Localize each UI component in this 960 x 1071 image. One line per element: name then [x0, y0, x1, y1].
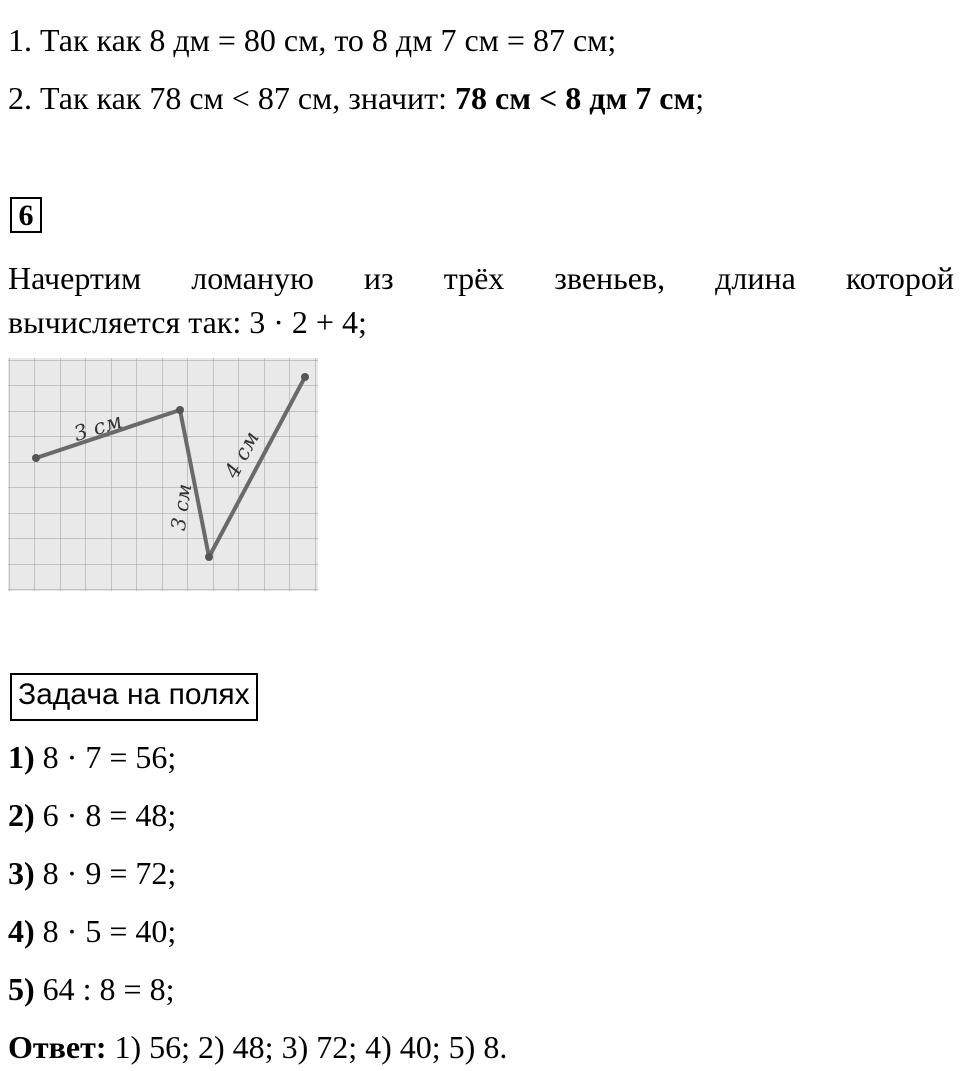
intro-line-1: 1. Так как 8 дм = 80 см, то 8 дм 7 см = 87 см;: [8, 22, 617, 58]
intro-line-2-conclusion: 78 см < 8 дм 7 см: [455, 80, 696, 116]
intro-line-2: [8, 78, 704, 118]
intro-line-2-text: 2. Так как 78 см < 87 см, значит:: [8, 80, 456, 116]
margin-task-step-4: [8, 911, 176, 951]
margin-task-step-1: [8, 737, 176, 777]
step-number: 4): [8, 913, 35, 949]
step-expression: 64 : 8 = 8;: [34, 971, 175, 1007]
vertex-point: [301, 373, 309, 381]
margin-task-step-2: [8, 795, 176, 835]
step-number: 1): [8, 739, 35, 775]
segment-2-label: 3 см: [165, 482, 197, 532]
step-number: 5): [8, 971, 35, 1007]
step-number: 2): [8, 797, 35, 833]
step-expression: 8 · 7 = 56;: [34, 739, 177, 775]
margin-task-step-5: [8, 969, 174, 1009]
vertex-point: [205, 553, 213, 561]
intro-line-2-end: ;: [695, 80, 705, 116]
vertex-point: [176, 406, 184, 414]
step-expression: 8 · 5 = 40;: [34, 913, 177, 949]
task-text-line-2: вычисляется так: 3 · 2 + 4;: [8, 304, 367, 340]
task-text: [8, 256, 954, 344]
answer-label: Ответ:: [8, 1029, 107, 1065]
segment-1-label: 3 см: [70, 408, 125, 446]
answer-text: 1) 56; 2) 48; 3) 72; 4) 40; 5) 8.: [106, 1029, 508, 1065]
segment-3-label: 4 см: [219, 427, 264, 483]
vertex-point: [32, 454, 40, 462]
answer-line: [8, 1027, 507, 1067]
step-number: 3): [8, 855, 35, 891]
step-expression: 8 · 9 = 72;: [34, 855, 177, 891]
margin-task-heading: Задача на полях: [10, 673, 258, 721]
polyline-figure: [8, 358, 318, 591]
grid-lines: [8, 358, 318, 591]
step-expression: 6 · 8 = 48;: [34, 797, 177, 833]
task-text-line-1: Начертим ломаную из трёх звеньев, длина которой: [8, 260, 954, 296]
task-number-badge: 6: [10, 197, 42, 233]
margin-task-step-3: [8, 853, 176, 893]
